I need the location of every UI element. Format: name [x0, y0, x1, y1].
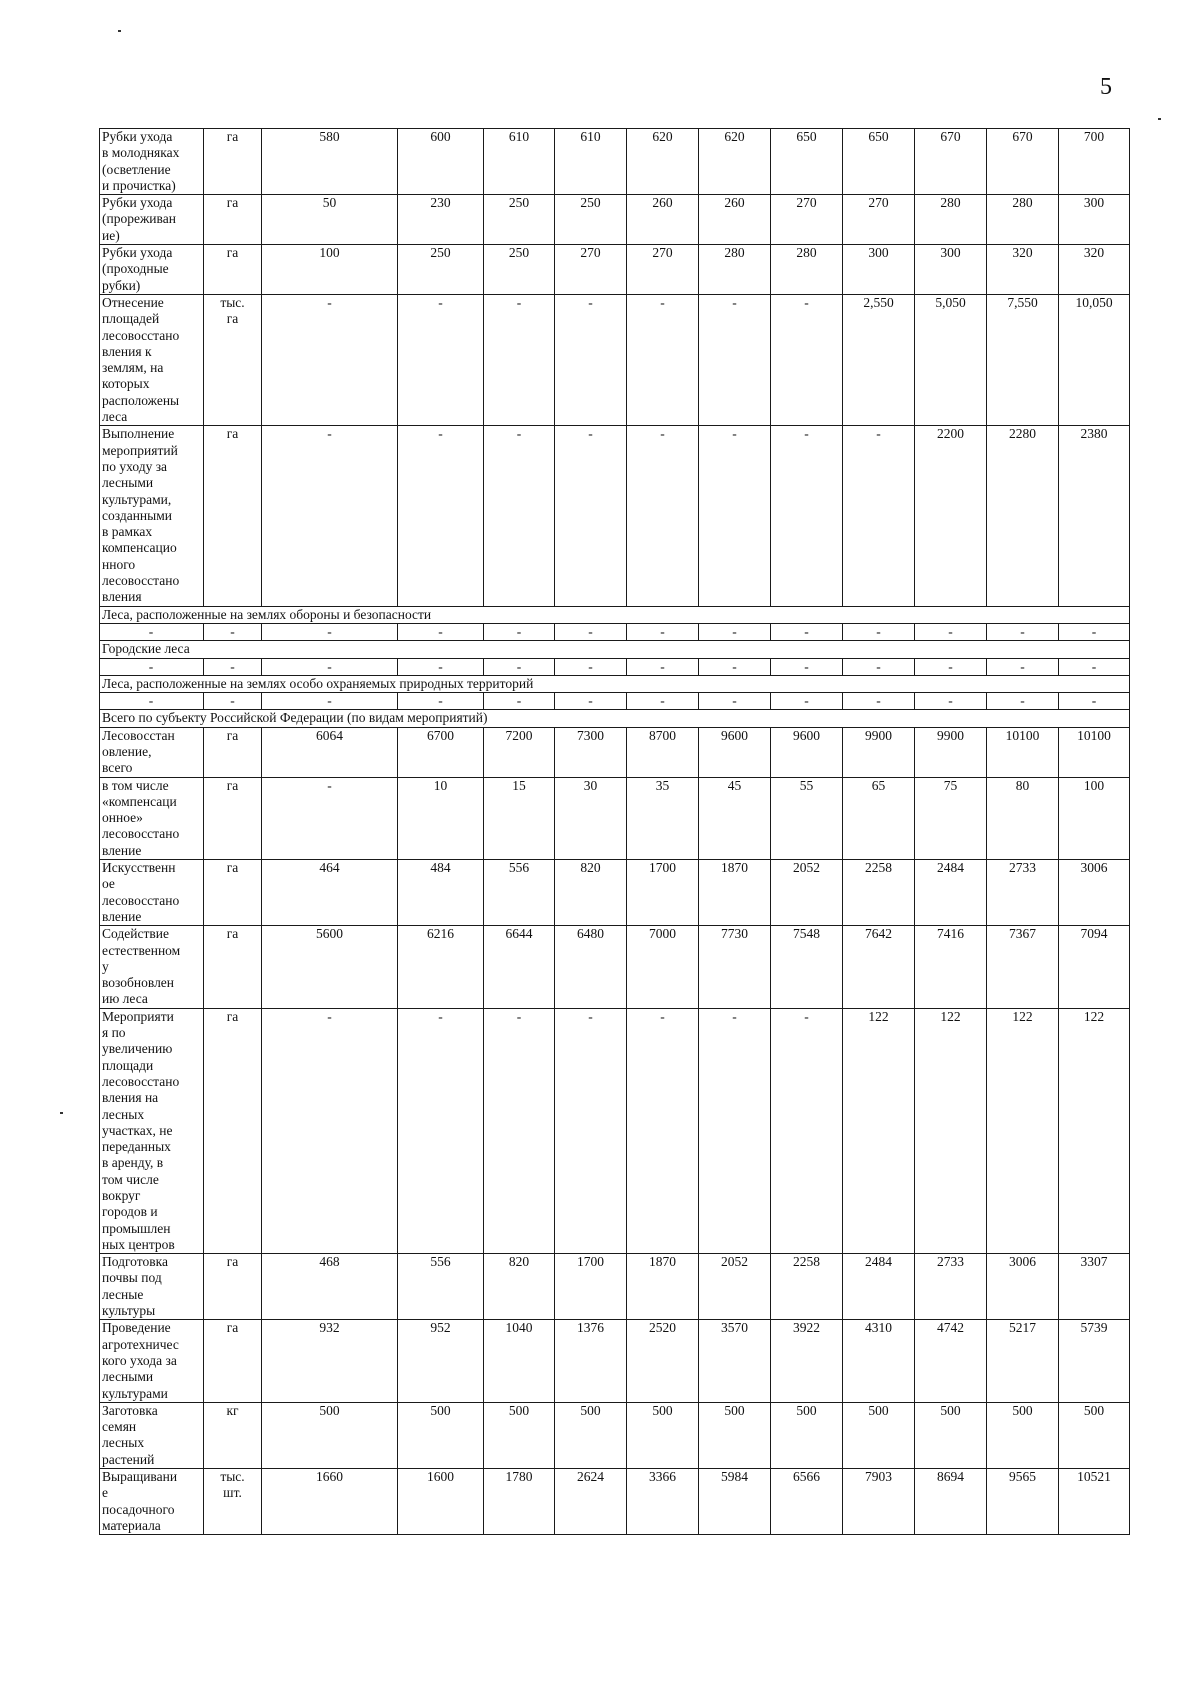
value-cell: -	[262, 294, 398, 425]
value-cell: 5739	[1059, 1320, 1130, 1402]
value-cell: 670	[915, 129, 987, 195]
value-cell: -	[262, 777, 398, 859]
section-header: Всего по субъекту Российской Федерации (по видам мероприятий)	[100, 710, 1130, 727]
value-cell: 7730	[699, 926, 771, 1008]
value-cell: 2520	[627, 1320, 699, 1402]
activity-name-cell: -	[100, 623, 204, 640]
value-cell: 500	[771, 1402, 843, 1468]
value-cell: 35	[627, 777, 699, 859]
table-row	[100, 727, 1130, 777]
value-cell: 650	[771, 129, 843, 195]
value-cell: -	[627, 693, 699, 710]
activity-name-cell: Лесовосстан овление, всего	[100, 727, 204, 777]
value-cell: -	[843, 623, 915, 640]
value-cell: -	[627, 623, 699, 640]
activity-name-cell: Содействие естественном у возобновлен ию леса	[100, 926, 204, 1008]
value-cell: 2258	[843, 860, 915, 926]
value-cell: 10100	[987, 727, 1059, 777]
page-number: 5	[1100, 74, 1112, 100]
value-cell: 7094	[1059, 926, 1130, 1008]
value-cell: 10100	[1059, 727, 1130, 777]
value-cell: 122	[1059, 1008, 1130, 1253]
value-cell: -	[484, 1008, 555, 1253]
value-cell: 280	[699, 245, 771, 295]
table-row	[100, 1008, 1130, 1253]
value-cell: 500	[699, 1402, 771, 1468]
value-cell: 8700	[627, 727, 699, 777]
value-cell: 500	[915, 1402, 987, 1468]
value-cell: 270	[771, 195, 843, 245]
section-header: Городские леса	[100, 641, 1130, 658]
value-cell: 3307	[1059, 1254, 1130, 1320]
activity-name-cell: Рубки ухода (прореживан ие)	[100, 195, 204, 245]
value-cell: 610	[484, 129, 555, 195]
value-cell: 270	[627, 245, 699, 295]
table-row	[100, 294, 1130, 425]
value-cell: 3006	[1059, 860, 1130, 926]
activity-name-cell: в том числе «компенсаци онное» лесовосстано вление	[100, 777, 204, 859]
value-cell: -	[771, 658, 843, 675]
value-cell: 7300	[555, 727, 627, 777]
value-cell: -	[699, 294, 771, 425]
value-cell: 280	[915, 195, 987, 245]
value-cell: 230	[398, 195, 484, 245]
value-cell: 500	[1059, 1402, 1130, 1468]
value-cell: 1870	[627, 1254, 699, 1320]
activity-name-cell: Проведение агротехничес кого ухода за лесными культурами	[100, 1320, 204, 1402]
value-cell: -	[484, 658, 555, 675]
value-cell: 55	[771, 777, 843, 859]
value-cell: 2052	[771, 860, 843, 926]
unit-cell: га	[204, 727, 262, 777]
value-cell: -	[699, 658, 771, 675]
unit-cell: га	[204, 426, 262, 606]
value-cell: 3366	[627, 1469, 699, 1535]
activity-name-cell: Мероприяти я по увеличению площади лесовосстано вления на лесных участках, не переданных в аренду, в том числе вокруг городов и промышлен ных центров	[100, 1008, 204, 1253]
value-cell: 2484	[843, 1254, 915, 1320]
value-cell: 6064	[262, 727, 398, 777]
value-cell: 5600	[262, 926, 398, 1008]
value-cell: -	[262, 693, 398, 710]
value-cell: 2380	[1059, 426, 1130, 606]
value-cell: -	[484, 294, 555, 425]
unit-cell: га	[204, 860, 262, 926]
value-cell: 2052	[699, 1254, 771, 1320]
value-cell: -	[262, 1008, 398, 1253]
value-cell: -	[555, 658, 627, 675]
value-cell: 700	[1059, 129, 1130, 195]
value-cell: 500	[843, 1402, 915, 1468]
value-cell: 280	[987, 195, 1059, 245]
value-cell: -	[555, 693, 627, 710]
unit-cell: га	[204, 1320, 262, 1402]
value-cell: 500	[987, 1402, 1059, 1468]
unit-cell: га	[204, 195, 262, 245]
value-cell: 600	[398, 129, 484, 195]
value-cell: 820	[484, 1254, 555, 1320]
value-cell: -	[484, 693, 555, 710]
table-row	[100, 1469, 1130, 1535]
value-cell: 7548	[771, 926, 843, 1008]
unit-cell: га	[204, 777, 262, 859]
value-cell: -	[627, 294, 699, 425]
empty-dash-row	[100, 693, 1130, 710]
value-cell: 6480	[555, 926, 627, 1008]
table-row	[100, 926, 1130, 1008]
value-cell: 500	[555, 1402, 627, 1468]
scan-speck	[1158, 118, 1161, 120]
value-cell: 484	[398, 860, 484, 926]
value-cell: 10	[398, 777, 484, 859]
value-cell: 1600	[398, 1469, 484, 1535]
value-cell: 3922	[771, 1320, 843, 1402]
value-cell: 952	[398, 1320, 484, 1402]
value-cell: -	[771, 1008, 843, 1253]
value-cell: 5217	[987, 1320, 1059, 1402]
value-cell: 1040	[484, 1320, 555, 1402]
value-cell: -	[915, 693, 987, 710]
value-cell: 9900	[843, 727, 915, 777]
value-cell: 500	[627, 1402, 699, 1468]
value-cell: -	[262, 426, 398, 606]
value-cell: 7367	[987, 926, 1059, 1008]
unit-cell: -	[204, 658, 262, 675]
value-cell: -	[398, 1008, 484, 1253]
value-cell: -	[843, 658, 915, 675]
table-row	[100, 777, 1130, 859]
value-cell: -	[627, 658, 699, 675]
value-cell: 250	[398, 245, 484, 295]
value-cell: -	[262, 658, 398, 675]
value-cell: 10,050	[1059, 294, 1130, 425]
value-cell: 2484	[915, 860, 987, 926]
value-cell: 610	[555, 129, 627, 195]
value-cell: 80	[987, 777, 1059, 859]
value-cell: 300	[915, 245, 987, 295]
value-cell: 1700	[627, 860, 699, 926]
value-cell: 100	[262, 245, 398, 295]
value-cell: 15	[484, 777, 555, 859]
table-row	[100, 1320, 1130, 1402]
value-cell: 250	[484, 245, 555, 295]
value-cell: -	[915, 623, 987, 640]
section-header: Леса, расположенные на землях особо охраняемых природных территорий	[100, 675, 1130, 692]
value-cell: 270	[843, 195, 915, 245]
value-cell: -	[843, 693, 915, 710]
value-cell: -	[484, 426, 555, 606]
value-cell: 250	[484, 195, 555, 245]
value-cell: 3570	[699, 1320, 771, 1402]
value-cell: 2733	[987, 860, 1059, 926]
value-cell: -	[627, 426, 699, 606]
value-cell: 500	[484, 1402, 555, 1468]
value-cell: -	[555, 294, 627, 425]
value-cell: 2258	[771, 1254, 843, 1320]
value-cell: -	[1059, 693, 1130, 710]
value-cell: 7416	[915, 926, 987, 1008]
value-cell: 320	[987, 245, 1059, 295]
value-cell: 7,550	[987, 294, 1059, 425]
value-cell: 2280	[987, 426, 1059, 606]
value-cell: 620	[627, 129, 699, 195]
activity-name-cell: Выращивани е посадочного материала	[100, 1469, 204, 1535]
activity-name-cell: Отнесение площадей лесовосстано вления к землям, на которых расположены леса	[100, 294, 204, 425]
value-cell: 8694	[915, 1469, 987, 1535]
value-cell: -	[987, 693, 1059, 710]
value-cell: 500	[262, 1402, 398, 1468]
value-cell: -	[555, 426, 627, 606]
value-cell: 300	[843, 245, 915, 295]
value-cell: 2200	[915, 426, 987, 606]
value-cell: 556	[484, 860, 555, 926]
value-cell: -	[398, 623, 484, 640]
section-header: Леса, расположенные на землях обороны и безопасности	[100, 606, 1130, 623]
value-cell: -	[398, 294, 484, 425]
table-row	[100, 860, 1130, 926]
value-cell: 6700	[398, 727, 484, 777]
value-cell: 122	[915, 1008, 987, 1253]
value-cell: -	[843, 426, 915, 606]
table-row	[100, 195, 1130, 245]
value-cell: -	[699, 693, 771, 710]
unit-cell: кг	[204, 1402, 262, 1468]
value-cell: -	[1059, 623, 1130, 640]
value-cell: 500	[398, 1402, 484, 1468]
value-cell: -	[699, 623, 771, 640]
value-cell: -	[555, 623, 627, 640]
value-cell: 270	[555, 245, 627, 295]
value-cell: 9600	[699, 727, 771, 777]
value-cell: 50	[262, 195, 398, 245]
value-cell: 6644	[484, 926, 555, 1008]
value-cell: 4742	[915, 1320, 987, 1402]
value-cell: 932	[262, 1320, 398, 1402]
table-row	[100, 129, 1130, 195]
value-cell: 7000	[627, 926, 699, 1008]
unit-cell: га	[204, 926, 262, 1008]
forest-activities-table	[99, 128, 1130, 1535]
value-cell: -	[484, 623, 555, 640]
value-cell: 580	[262, 129, 398, 195]
activity-name-cell: Подготовка почвы под лесные культуры	[100, 1254, 204, 1320]
value-cell: 65	[843, 777, 915, 859]
activity-name-cell: Выполнение мероприятий по уходу за лесными культурами, созданными в рамках компенсацио нного лесовосстано вления	[100, 426, 204, 606]
value-cell: 464	[262, 860, 398, 926]
empty-dash-row	[100, 658, 1130, 675]
activity-name-cell: -	[100, 658, 204, 675]
value-cell: 250	[555, 195, 627, 245]
value-cell: 320	[1059, 245, 1130, 295]
value-cell: 7642	[843, 926, 915, 1008]
value-cell: -	[398, 426, 484, 606]
value-cell: 2733	[915, 1254, 987, 1320]
section-header-row	[100, 606, 1130, 623]
value-cell: 468	[262, 1254, 398, 1320]
value-cell: 820	[555, 860, 627, 926]
table-row	[100, 426, 1130, 606]
value-cell: 1660	[262, 1469, 398, 1535]
scan-speck	[60, 1112, 63, 1114]
section-header-row	[100, 641, 1130, 658]
table-row	[100, 1254, 1130, 1320]
value-cell: 7903	[843, 1469, 915, 1535]
value-cell: -	[398, 693, 484, 710]
value-cell: 1376	[555, 1320, 627, 1402]
value-cell: 75	[915, 777, 987, 859]
value-cell: 260	[699, 195, 771, 245]
value-cell: 4310	[843, 1320, 915, 1402]
table-row	[100, 1402, 1130, 1468]
section-header-row	[100, 675, 1130, 692]
value-cell: 6216	[398, 926, 484, 1008]
value-cell: 9600	[771, 727, 843, 777]
value-cell: -	[771, 693, 843, 710]
value-cell: -	[771, 294, 843, 425]
activity-name-cell: Рубки ухода (проходные рубки)	[100, 245, 204, 295]
value-cell: 5,050	[915, 294, 987, 425]
value-cell: -	[262, 623, 398, 640]
unit-cell: га	[204, 1254, 262, 1320]
activity-name-cell: Искусственн ое лесовосстано вление	[100, 860, 204, 926]
value-cell: -	[771, 426, 843, 606]
activity-name-cell: Рубки ухода в молодняках (осветление и прочистка)	[100, 129, 204, 195]
value-cell: 5984	[699, 1469, 771, 1535]
value-cell: 45	[699, 777, 771, 859]
unit-cell: тыс. шт.	[204, 1469, 262, 1535]
value-cell: -	[1059, 658, 1130, 675]
unit-cell: га	[204, 1008, 262, 1253]
unit-cell: -	[204, 623, 262, 640]
unit-cell: га	[204, 245, 262, 295]
value-cell: -	[398, 658, 484, 675]
activity-name-cell: -	[100, 693, 204, 710]
value-cell: -	[915, 658, 987, 675]
value-cell: -	[699, 1008, 771, 1253]
value-cell: 122	[843, 1008, 915, 1253]
value-cell: 10521	[1059, 1469, 1130, 1535]
value-cell: 7200	[484, 727, 555, 777]
unit-cell: тыс. га	[204, 294, 262, 425]
value-cell: 620	[699, 129, 771, 195]
value-cell: -	[555, 1008, 627, 1253]
value-cell: 2,550	[843, 294, 915, 425]
value-cell: 2624	[555, 1469, 627, 1535]
value-cell: 30	[555, 777, 627, 859]
value-cell: 556	[398, 1254, 484, 1320]
scan-speck	[118, 30, 121, 32]
value-cell: 1870	[699, 860, 771, 926]
value-cell: -	[987, 658, 1059, 675]
value-cell: 1700	[555, 1254, 627, 1320]
value-cell: 9565	[987, 1469, 1059, 1535]
value-cell: 260	[627, 195, 699, 245]
value-cell: 9900	[915, 727, 987, 777]
value-cell: -	[627, 1008, 699, 1253]
unit-cell: га	[204, 129, 262, 195]
value-cell: 122	[987, 1008, 1059, 1253]
section-header-row	[100, 710, 1130, 727]
value-cell: 650	[843, 129, 915, 195]
value-cell: -	[987, 623, 1059, 640]
activity-name-cell: Заготовка семян лесных растений	[100, 1402, 204, 1468]
table-row	[100, 245, 1130, 295]
empty-dash-row	[100, 623, 1130, 640]
value-cell: -	[771, 623, 843, 640]
value-cell: 300	[1059, 195, 1130, 245]
value-cell: 670	[987, 129, 1059, 195]
value-cell: 280	[771, 245, 843, 295]
value-cell: 1780	[484, 1469, 555, 1535]
value-cell: 6566	[771, 1469, 843, 1535]
value-cell: 3006	[987, 1254, 1059, 1320]
value-cell: -	[699, 426, 771, 606]
unit-cell: -	[204, 693, 262, 710]
value-cell: 100	[1059, 777, 1130, 859]
